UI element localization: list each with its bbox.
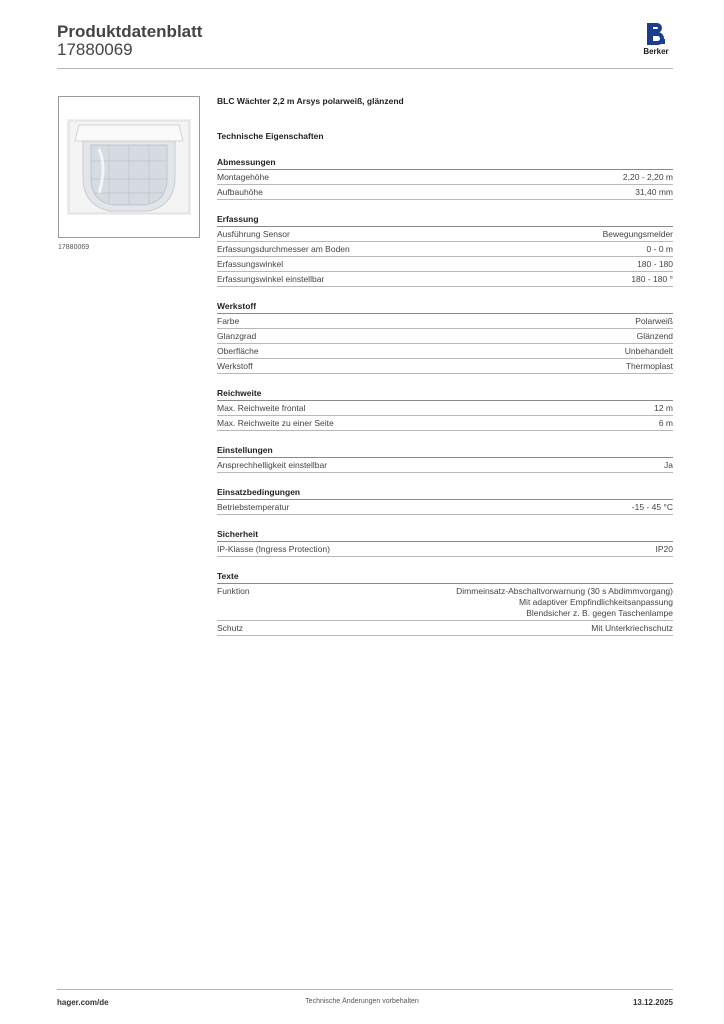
property-label: Glanzgrad (217, 331, 257, 341)
property-row (217, 170, 673, 185)
property-row (217, 272, 673, 287)
group-title: Abmessungen (217, 156, 673, 170)
property-groups (217, 156, 673, 636)
property-label: Erfassungswinkel (217, 259, 284, 269)
property-label: Ausführung Sensor (217, 229, 290, 239)
property-row (217, 500, 673, 515)
logo-wordmark: Berker (643, 47, 669, 56)
property-row (217, 458, 673, 473)
property-group (217, 213, 673, 287)
property-row (217, 185, 673, 200)
property-label: Erfassungswinkel einstellbar (217, 274, 325, 284)
section-title: Technische Eigenschaften (217, 131, 324, 141)
property-label: Werkstoff (217, 361, 253, 371)
property-value: 6 m (658, 418, 673, 428)
motion-detector-picture (59, 97, 199, 237)
berker-logo[interactable] (639, 22, 673, 56)
property-row (217, 227, 673, 242)
product-image (58, 96, 200, 238)
property-group (217, 387, 673, 431)
property-label: Max. Reichweite zu einer Seite (217, 418, 334, 428)
property-label: Schutz (217, 623, 243, 633)
property-value: 180 - 180 (637, 259, 673, 269)
group-title: Sicherheit (217, 528, 673, 542)
property-label: Farbe (217, 316, 240, 326)
document-number: 17880069 (57, 40, 133, 59)
property-row (217, 416, 673, 431)
group-title: Einsatzbedingungen (217, 486, 673, 500)
property-group (217, 528, 673, 557)
property-label: Max. Reichweite frontal (217, 403, 306, 413)
property-label: Erfassungsdurchmesser am Boden (217, 244, 350, 254)
footer-website-link[interactable]: hager.com/de (57, 998, 109, 1007)
document-title: Produktdatenblatt (57, 22, 203, 41)
property-group (217, 156, 673, 200)
property-label: Aufbauhöhe (217, 187, 263, 197)
property-value: -15 - 45 °C (631, 502, 673, 512)
group-title: Werkstoff (217, 300, 673, 314)
page-header (57, 22, 673, 70)
property-value: 0 - 0 m (646, 244, 673, 254)
property-label: Funktion (217, 586, 250, 596)
header-divider (57, 68, 673, 69)
property-row (217, 621, 673, 636)
product-name: BLC Wächter 2,2 m Arsys polarweiß, glänzend (217, 96, 404, 106)
property-row (217, 242, 673, 257)
group-title: Einstellungen (217, 444, 673, 458)
property-row (217, 344, 673, 359)
property-value: Bewegungsmelder (602, 229, 673, 239)
property-row (217, 542, 673, 557)
property-label: Ansprechhelligkeit einstellbar (217, 460, 328, 470)
berker-b-icon (646, 22, 666, 46)
footer-disclaimer: Technische Änderungen vorbehalten (305, 998, 419, 1005)
property-row (217, 359, 673, 374)
product-details (217, 95, 673, 636)
property-value: 180 - 180 ° (631, 274, 673, 284)
group-title: Erfassung (217, 213, 673, 227)
property-value: Glänzend (636, 331, 673, 341)
property-value: IP20 (655, 544, 673, 554)
footer-date: 13.12.2025 (632, 998, 673, 1007)
property-label: Montagehöhe (217, 172, 269, 182)
property-value: Dimmeinsatz-Abschaltvorwarnung (30 s Abdimmvorgang) Mit adaptiver Empfindlichkeitsanpassung Blendsicher z. B. gegen Taschenlampe (456, 586, 673, 618)
property-row (217, 257, 673, 272)
property-group (217, 486, 673, 515)
property-value: Polarweiß (635, 316, 673, 326)
property-label: Oberfläche (217, 346, 259, 356)
property-row (217, 401, 673, 416)
property-value: 31,40 mm (635, 187, 673, 197)
property-label: IP-Klasse (Ingress Protection) (217, 544, 330, 554)
property-group (217, 300, 673, 374)
property-value: 12 m (654, 403, 673, 413)
property-value: 2,20 - 2,20 m (622, 172, 673, 182)
property-row (217, 314, 673, 329)
property-label: Betriebstemperatur (217, 502, 290, 512)
group-title: Reichweite (217, 387, 673, 401)
property-row (217, 329, 673, 344)
property-group (217, 570, 673, 636)
footer-divider (57, 989, 673, 990)
property-value: Mit Unterkriechschutz (591, 623, 673, 633)
group-title: Texte (217, 570, 673, 584)
property-value: Unbehandelt (624, 346, 673, 356)
property-row (217, 584, 673, 621)
property-group (217, 444, 673, 473)
image-reference-number: 17880069 (58, 244, 90, 251)
property-value: Ja (664, 460, 673, 470)
property-value: Thermoplast (625, 361, 673, 371)
